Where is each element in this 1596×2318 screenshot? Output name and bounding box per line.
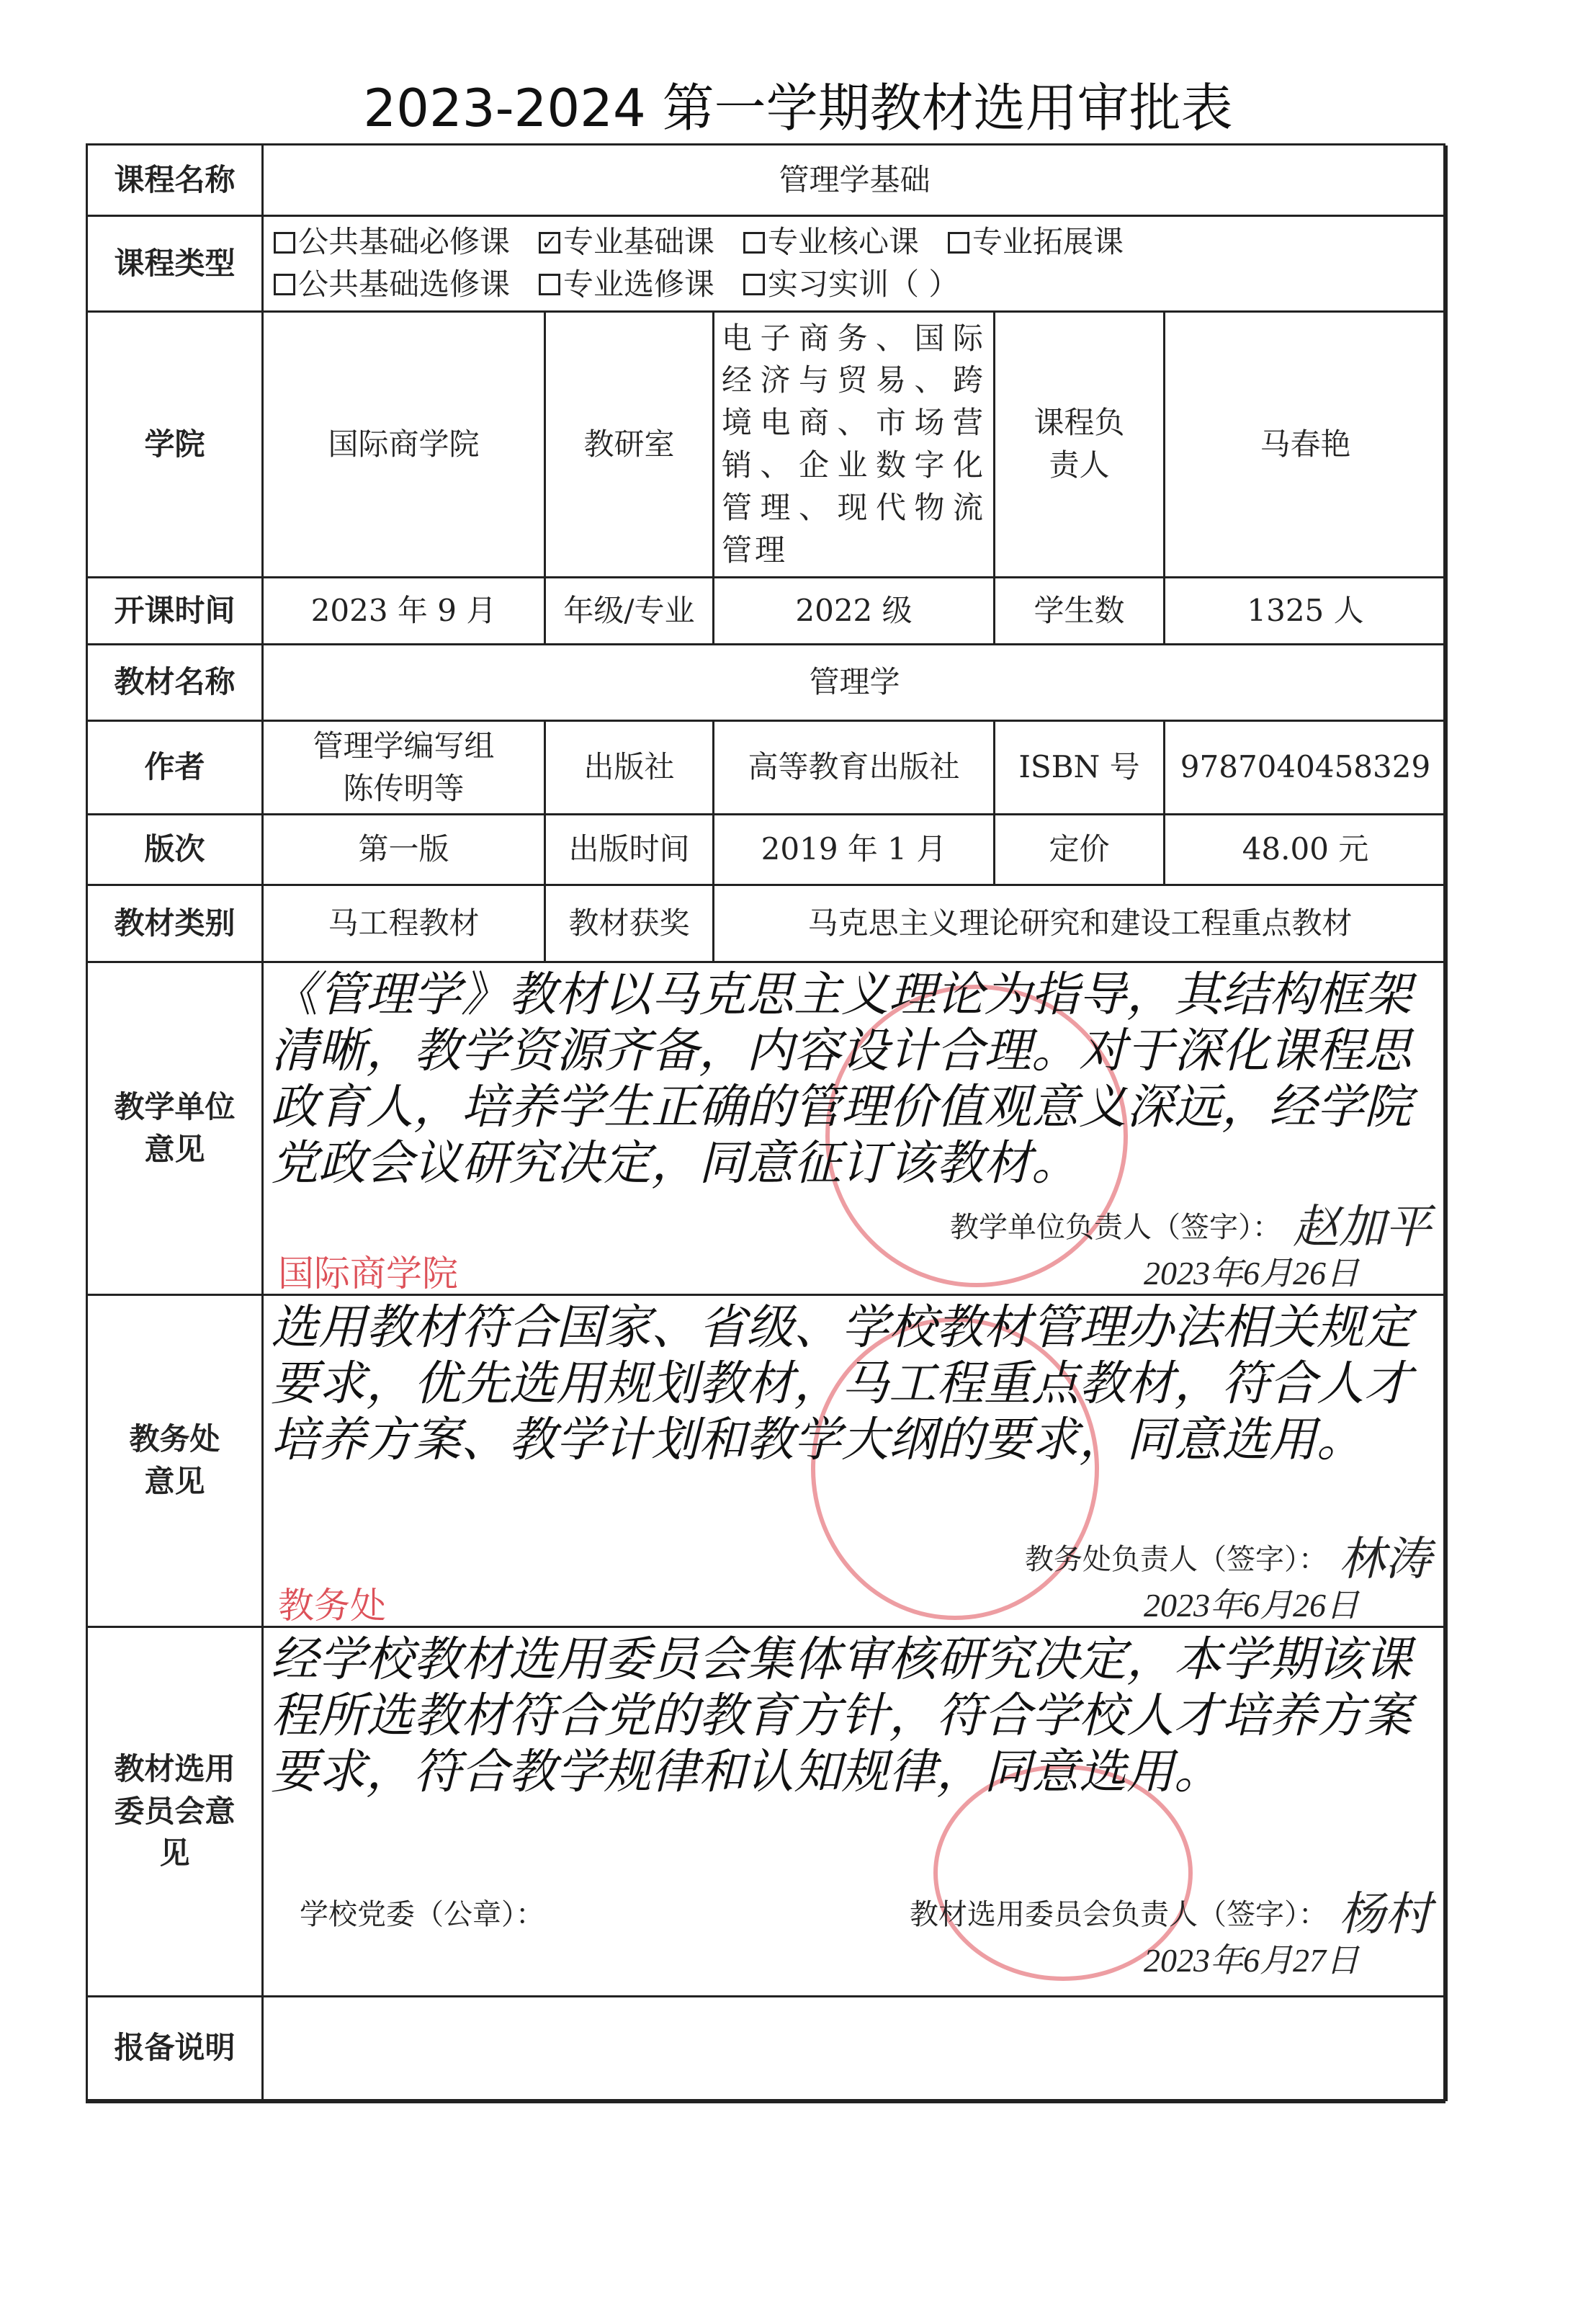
course-type-label: 专业拓展课 bbox=[972, 224, 1124, 260]
category-value: 马工程教材 bbox=[264, 886, 546, 963]
publisher-value: 高等教育出版社 bbox=[714, 722, 995, 815]
label-publisher: 出版社 bbox=[546, 722, 714, 815]
start-time-value: 2023 年 9 月 bbox=[264, 578, 546, 645]
course-type-label: 专业核心课 bbox=[768, 224, 920, 260]
checkbox-icon[interactable] bbox=[274, 232, 295, 254]
unit-sign-date: 2023年6月26日 bbox=[1144, 1254, 1359, 1292]
party-seal-label: 学校党委（公章）： bbox=[300, 1898, 544, 1931]
textbook-name-value: 管理学 bbox=[264, 645, 1448, 722]
affairs-opinion-cell bbox=[264, 1296, 1448, 1628]
committee-sign-date: 2023年6月27日 bbox=[1144, 1941, 1359, 1979]
label-start-time: 开课时间 bbox=[88, 578, 264, 645]
label-grade-major: 年级/专业 bbox=[546, 578, 714, 645]
label-students: 学生数 bbox=[995, 578, 1165, 645]
course-name-value: 管理学基础 bbox=[264, 146, 1448, 217]
affairs-signature: 林涛 bbox=[1339, 1534, 1431, 1585]
unit-signature: 赵加平 bbox=[1293, 1201, 1431, 1253]
label-course-leader: 课程负责人 bbox=[995, 313, 1165, 578]
edition-value: 第一版 bbox=[264, 815, 546, 886]
affairs-stamp-text: 教务处 bbox=[278, 1585, 386, 1626]
course-type-label: 专业选修课 bbox=[563, 267, 715, 302]
award-value: 马克思主义理论研究和建设工程重点教材 bbox=[714, 886, 1448, 963]
author-value: 管理学编写组 陈传明等 bbox=[264, 722, 546, 815]
label-isbn: ISBN 号 bbox=[995, 722, 1165, 815]
students-value: 1325 人 bbox=[1165, 578, 1448, 645]
course-type-label: 实习实训（ ） bbox=[768, 267, 959, 302]
committee-signature: 杨村 bbox=[1339, 1889, 1431, 1941]
label-course-type: 课程类型 bbox=[88, 217, 264, 313]
course-type-label: 专业基础课 bbox=[563, 224, 715, 260]
label-unit-opinion: 教学单位意见 bbox=[88, 963, 264, 1296]
label-pub-date: 出版时间 bbox=[546, 815, 714, 886]
checked-checkbox-icon[interactable]: ✓ bbox=[539, 232, 560, 254]
unit-date-row bbox=[264, 1253, 1445, 1294]
form-title: 2023-2024 第一学期教材选用审批表 bbox=[363, 78, 1233, 138]
unit-sign-label: 教学单位负责人（签字）： bbox=[950, 1211, 1281, 1244]
committee-sign-label: 教材选用委员会负责人（签字）： bbox=[910, 1898, 1327, 1931]
label-college: 学院 bbox=[88, 313, 264, 578]
label-filing: 报备说明 bbox=[88, 1997, 264, 2101]
label-textbook-name: 教材名称 bbox=[88, 645, 264, 722]
label-affairs-opinion: 教务处意见 bbox=[88, 1296, 264, 1628]
course-type-option[interactable] bbox=[948, 221, 1124, 264]
label-price: 定价 bbox=[995, 815, 1165, 886]
unit-opinion-cell bbox=[264, 963, 1448, 1296]
label-edition: 版次 bbox=[88, 815, 264, 886]
affairs-opinion-text: 选用教材符合国家、省级、学校教材管理办法相关规定要求，优先选用规划教材，马工程重点教材，符合人才培养方案、教学计划和教学大纲的要求，同意选用。 bbox=[271, 1302, 1412, 1467]
label-committee-opinion: 教材选用委员会意见 bbox=[88, 1628, 264, 1997]
course-type-label: 公共基础必修课 bbox=[298, 224, 511, 260]
course-leader-value: 马春艳 bbox=[1165, 313, 1448, 578]
college-value: 国际商学院 bbox=[264, 313, 546, 578]
committee-sign-row bbox=[264, 1889, 1445, 1941]
checkbox-icon[interactable] bbox=[948, 232, 969, 254]
grade-value: 2022 级 bbox=[714, 578, 995, 645]
unit-opinion-text: 《管理学》教材以马克思主义理论为指导，其结构框架清晰，教学资源齐备，内容设计合理。对于深化课程思政育人，培养学生正确的管理价值观意义深远，经学院党政会议研究决定，同意征订该教材。 bbox=[271, 969, 1412, 1190]
label-award: 教材获奖 bbox=[546, 886, 714, 963]
course-type-option[interactable] bbox=[743, 221, 919, 264]
course-type-option[interactable] bbox=[539, 221, 714, 264]
pub-date-value: 2019 年 1 月 bbox=[714, 815, 995, 886]
course-type-option[interactable] bbox=[274, 264, 510, 306]
label-course-name: 课程名称 bbox=[88, 146, 264, 217]
affairs-sign-date: 2023年6月26日 bbox=[1144, 1586, 1359, 1624]
committee-date-row bbox=[264, 1941, 1445, 1981]
committee-opinion-text: 经学校教材选用委员会集体审核研究决定，本学期该课程所选教材符合党的教育方针，符合学校人才培养方案要求，符合教学规律和认知规律，同意选用。 bbox=[271, 1634, 1412, 1799]
label-office: 教研室 bbox=[546, 313, 714, 578]
course-type-option[interactable] bbox=[274, 221, 510, 264]
checkbox-icon[interactable] bbox=[743, 274, 765, 295]
checkbox-icon[interactable] bbox=[274, 274, 295, 295]
course-type-options bbox=[264, 217, 1448, 313]
course-type-option[interactable] bbox=[539, 264, 714, 306]
affairs-date-row bbox=[264, 1585, 1445, 1626]
unit-sign-row bbox=[264, 1201, 1445, 1253]
approval-form-table bbox=[86, 143, 1445, 2103]
label-author: 作者 bbox=[88, 722, 264, 815]
label-category: 教材类别 bbox=[88, 886, 264, 963]
filing-value bbox=[264, 1997, 1448, 2101]
price-value: 48.00 元 bbox=[1165, 815, 1448, 886]
course-type-option[interactable] bbox=[743, 264, 959, 306]
checkbox-icon[interactable] bbox=[539, 274, 560, 295]
isbn-value: 9787040458329 bbox=[1165, 722, 1448, 815]
college-stamp-text: 国际商学院 bbox=[278, 1253, 458, 1294]
affairs-sign-row bbox=[264, 1534, 1445, 1585]
committee-opinion-cell bbox=[264, 1628, 1448, 1997]
course-type-label: 公共基础选修课 bbox=[298, 267, 511, 302]
checkbox-icon[interactable] bbox=[743, 232, 765, 254]
affairs-sign-label: 教务处负责人（签字）： bbox=[1025, 1543, 1327, 1576]
office-value: 电子商务、国际经济与贸易、跨境电商、市场营销、企业数字化管理、现代物流管理 bbox=[714, 313, 995, 578]
